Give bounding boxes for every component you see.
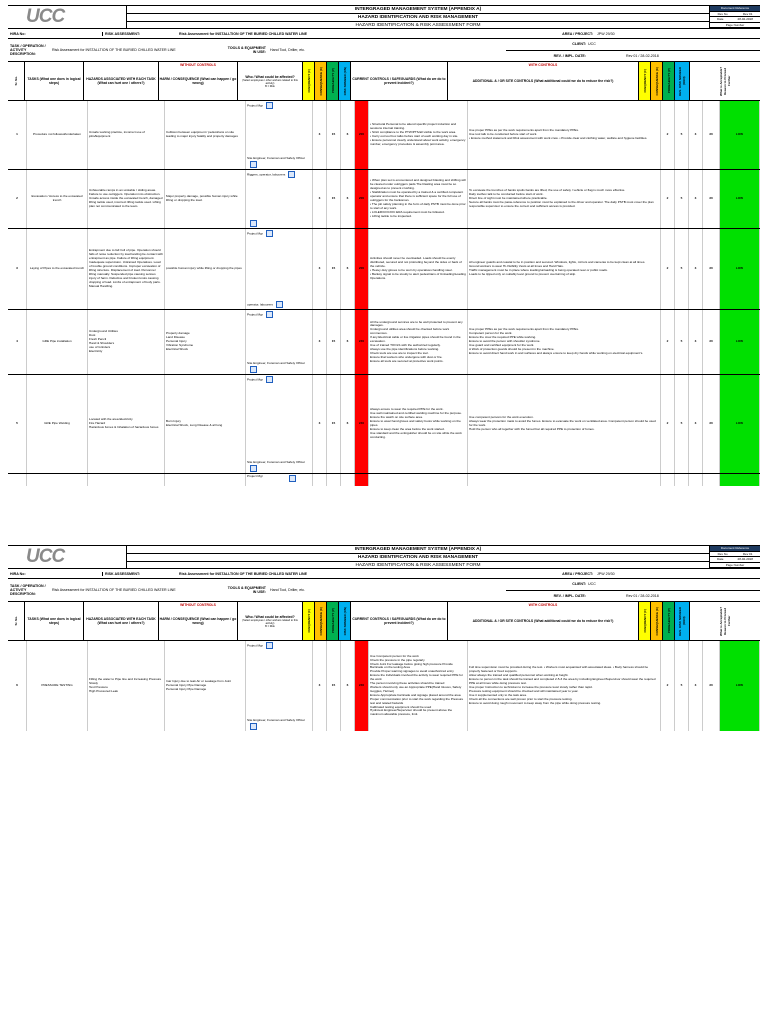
row-current-controls: • Structural Personal to be attend specific project induction and sessions internal training. • Strict compliance to the PTW/PTS/all visible to the work area. • Carry out tool box talks before start of each working day in site. • Ensure personnel clearly understand about work activity, emergency number, emergency procedure & assembly point area. xyxy=(369,101,468,169)
row-risk-number: 200 xyxy=(355,101,369,169)
header-titles xyxy=(127,6,709,28)
row-task: Excavation / Access to the excavated trench xyxy=(27,170,88,228)
checkbox-icon[interactable] xyxy=(266,102,273,109)
row-task: Laying of Pipes to the excavated trench xyxy=(27,229,88,309)
col-additional: WITH CONTROLS ADDITIONAL & / OR SITE CONTROLS (What additional could we do to reduce the risk?) xyxy=(448,602,639,640)
col-hazards: HAZARDS ASSOCIATED WITH EACH TASK (What can hurt one / others?) xyxy=(84,602,159,640)
row-risk-number: 200 xyxy=(355,170,369,228)
document-reference xyxy=(709,6,760,28)
risk-table-page-2 xyxy=(8,640,760,731)
who-label: Project Mgr xyxy=(247,643,263,648)
row-current-controls: Always ensure to wear the required PPE for the work. Use well maintained and certified welding machine for the purpose. Ensure fire watch on site surface area. Ensure to wear hand gloves and safety boots while working on the pipes. Ensure to keep clean the area before the work started. Use standard and the extinguisher should be on site while the work conducting. xyxy=(369,375,468,473)
row-harm: Property damage Land Disease Personal Injury Vibration Syndrome Electrical Shock xyxy=(165,310,246,374)
row-probability: 6 xyxy=(341,101,355,169)
rev-row xyxy=(506,50,760,62)
row-res-probability: 3 xyxy=(689,101,703,169)
sheet-page-2 xyxy=(8,545,760,725)
row-hazard: Underground Utilities Dust Fresh Pencil Hand & Shoulders use of Grinders Electricity xyxy=(88,310,165,374)
checkbox-icon[interactable] xyxy=(266,376,273,383)
checkbox-icon[interactable] xyxy=(266,642,273,649)
row-sno: 2 xyxy=(8,170,27,228)
row-res-frequency: 2 xyxy=(661,641,675,731)
col-tasks: TASKS (What one does in logical steps) xyxy=(25,62,84,100)
doc-ref-page: Page Number xyxy=(710,563,760,569)
checkbox-icon[interactable] xyxy=(250,366,257,373)
col-frequency: FREQUENCY (F) xyxy=(303,62,315,100)
logo-text: UCC xyxy=(26,6,65,27)
row-sno: 5 xyxy=(8,375,27,473)
meta-row-1 xyxy=(8,568,760,578)
form-header xyxy=(8,5,760,28)
row-task: PRESSURE TESTING xyxy=(27,641,88,731)
row-who xyxy=(246,170,313,228)
rev-value: Rev 01 / 28-02-2018 xyxy=(626,594,659,598)
risk-label: RISK ASSESSMENT: xyxy=(102,572,177,576)
task-label: TASK / OPERATION / ACTIVITY DESCRIPTION: xyxy=(10,44,46,56)
who-label-2: Site Engineer, Foreman and Safety Officer xyxy=(247,156,306,161)
risk-bar xyxy=(355,474,369,486)
row-hazard: Filling the water to Pipe line and Increasing Pressure Slowly Test Pressure High Pressured Leak xyxy=(88,641,165,731)
who-label-2: Site Engineer, Foreman and Safety Officer xyxy=(247,718,306,723)
col-current-controls: CURRENT CONTROLS / SAFEGUARDS (What do we do to prevent incident?) xyxy=(351,62,448,100)
row-res-frequency: 2 xyxy=(661,375,675,473)
header-title-1: INTERGRAGED MANAGEMENT SYSTEM (APPENDIX A) xyxy=(127,546,709,554)
row-additional-controls: All engineer guards and coastal to be in position and secured. Windows, lights, mirrors and cameras to be kept clean at all times. Ground workers to wear Hi-Visibility Vests at all times and Hard Hats. Traffic management must be in place where loading/unloading is being operated near or public roads. Loads to be tipped only on suitably level ground to prevent overturning of skip. xyxy=(468,229,661,309)
doc-ref-date: Date 28-02-2018 xyxy=(710,17,760,23)
col-sno: Sr. No. xyxy=(8,62,25,100)
checkbox-icon[interactable] xyxy=(250,465,257,472)
row-res-consequence: 5 xyxy=(675,229,689,309)
table-row-trailing xyxy=(8,473,760,486)
row-res-probability: 3 xyxy=(689,229,703,309)
hira-label: HIRA No: xyxy=(10,31,26,36)
row-sno: 3 xyxy=(8,229,27,309)
without-controls-label: WITHOUT CONTROLS xyxy=(180,63,216,67)
row-res-probability: 3 xyxy=(689,170,703,228)
col-acceptable: What is Acceptable? Reason to Proceed Further xyxy=(719,66,731,96)
table-row xyxy=(8,309,760,374)
row-res-frequency: 2 xyxy=(661,101,675,169)
hira-label: HIRA No: xyxy=(10,571,26,576)
row-task: GRE Pipe installation xyxy=(27,310,88,374)
tools-label: TOOLS & EQUIPMENT IN USE: xyxy=(227,46,266,54)
form-header-2 xyxy=(8,545,760,568)
who-label: Project Mgr xyxy=(247,377,263,382)
checkbox-icon[interactable] xyxy=(250,723,257,730)
row-res-rn: 30 xyxy=(703,310,720,374)
row-additional-controls: Full time supervision must be provided during the test. • Workers must acquainted with associated ideas. • Body harness should be properly fastened or fixed supports. Allow always the trained and qualified personnel when working at height. Ensure no person in the task should be trained and completed 2-5-3 the area by including Engineer/Supervisor should wear the required PPE at all times while doing pressure test. Use proper Instruction to technician to increase the pressure level slowly rather than rapid. Pressure testing equipment should be checked and will maintained year to year. Use it supplemented only to the task area. Check all the connections are well proven prior to start the pressure testing. Ensure to avoid doing rough movement to keep away from the pipe while doing pressure testing. xyxy=(468,641,661,731)
rev-label: REV. / IMPL. DATE: xyxy=(553,54,586,58)
row-who xyxy=(246,229,313,309)
sheet-page-1 xyxy=(8,5,760,493)
row-sno: 1 xyxy=(8,101,27,169)
risk-table-page-1 xyxy=(8,100,760,473)
logo xyxy=(8,546,127,568)
client-label: CLIENT: xyxy=(572,582,586,586)
meta-row-2 xyxy=(8,578,760,601)
row-current-controls: • When plan set is encountered and designed blasting and shifting will be cleared under outriggers pads.The blasting area must be so designed as to prevent crushing. • Stabilization must be operated by a trained & a certified competent operator and ensure that there is sufficient space for the full use of outriggers for the banksman. • The job safety planning in the form of daily PSTB must be done prior to start of any work. • LOLER/COC/OC ERA requirement must be followed. • Lifting tackle to be inspected. xyxy=(369,170,468,228)
row-additional-controls: To excavate the trenches of banks spoils banks are lifted, the use of safety / vehicle or flag is much more effective. Daily toolbox talk to be conducted before start of work. Direct line of sight must be maintained where practicable. Secure all banks must be paste-reference to position must be explained to the driver and operator. The daily PSTB must cover the plan responsible supervisor to ensure the correct and sufficient access is provided. xyxy=(468,170,661,228)
row-res-consequence: 5 xyxy=(675,641,689,731)
row-risk-number: 240 xyxy=(355,641,369,731)
who-label: Project Mgr xyxy=(247,231,263,236)
tools-label: TOOLS & EQUIPMENT IN USE: xyxy=(227,586,266,594)
doc-ref-rev: Rev No Rev 01 xyxy=(710,552,760,558)
table-row xyxy=(8,228,760,309)
row-additional-controls: Use proper PPEs as per the work requirements apart from the mandatory PPEs. Competent person for the work. Ensure the crew the required PPE while working. Ensure to avoid the person with shoulder syndrome. Use guard and certified equipment for the work. A Work of protection guards should be present in the machine. Ensure to avoid direct hand work in and surfaces and always ensure to keep dry hands while working on electrical equipment's. xyxy=(468,310,661,374)
col-risk-number: RISK NUMBER (RN) xyxy=(339,62,351,100)
area-label: AREA / PROJECT: xyxy=(562,571,593,576)
row-res-frequency: 2 xyxy=(661,229,675,309)
row-harm: Inar Injury due to leak Air or Leakage from Joint Personal Injury Pipe Damage Personal Injury Pipe Damage xyxy=(165,641,246,731)
tools-value: Hand Tool, Driller, etc. xyxy=(270,588,306,592)
col-who: Who / What could be affected? (Select employees / other workers related to this activity) B = Risk xyxy=(238,62,303,100)
row-consequence: 15 xyxy=(327,229,341,309)
who-label: Project Mgr xyxy=(247,312,263,317)
checkbox-icon[interactable] xyxy=(250,161,257,168)
header-title-3: HAZARD IDENTIFICATION & RISK ASSESSMENT FORM xyxy=(355,23,481,28)
risk-label: RISK ASSESSMENT: xyxy=(102,32,177,36)
who-label-2: operator, labourers xyxy=(247,302,273,307)
row-res-frequency: 2 xyxy=(661,310,675,374)
row-probability: 6 xyxy=(341,641,355,731)
row-sno: 6 xyxy=(8,641,27,731)
row-res-probability: 3 xyxy=(689,641,703,731)
client-value: UCC xyxy=(588,42,596,46)
table-row xyxy=(8,100,760,169)
row-probability: 6 xyxy=(341,375,355,473)
row-frequency: 3 xyxy=(313,375,327,473)
row-consequence: 15 xyxy=(327,641,341,731)
row-consequence: 15 xyxy=(327,170,341,228)
row-harm: Burn Injury Electrical Shock, Lung Disease & all lung xyxy=(165,375,246,473)
column-header xyxy=(8,601,760,640)
row-res-frequency: 2 xyxy=(661,170,675,228)
table-row xyxy=(8,640,760,731)
col-harm: WITHOUT CONTROLS HARM / CONSEQUENCE (What can happen / go wrong) xyxy=(159,602,238,640)
col-frequency: FREQUENCY (F) xyxy=(303,602,315,640)
who-label-2: Site Engineer, Foreman and Safety Officer xyxy=(247,460,306,465)
doc-ref-title: Document Reference xyxy=(710,6,760,12)
area-label: AREA / PROJECT: xyxy=(562,31,593,36)
acceptable-bar xyxy=(720,474,760,486)
with-controls-label: WITH CONTROLS xyxy=(528,63,558,67)
row-task: Procedure not followed/undertaken xyxy=(27,101,88,169)
col-res-frequency: FREQUENCY (F) xyxy=(639,62,651,100)
row-hazard: Unfavorable ramps in an unstable / sliding areas. Failure to use outriggers. Operation into obstruction. Unsafe access inside the excavated trench, damaged lifting tackle used, incorrect lifting tackle used. Lifting plan not communicated to the team. xyxy=(88,170,165,228)
header-title-1: INTERGRAGED MANAGEMENT SYSTEM (APPENDIX A) xyxy=(127,6,709,14)
col-risk-number: RISK NUMBER (RN) xyxy=(339,602,351,640)
row-res-rn: 30 xyxy=(703,229,720,309)
area-value: JPW 29/30 xyxy=(597,31,615,36)
checkbox-icon[interactable] xyxy=(266,230,273,237)
row-hazard: Unsafe working practice, incorrect use of jobs/Equipment xyxy=(88,101,165,169)
meta-row-1 xyxy=(8,28,760,38)
row-probability: 6 xyxy=(341,229,355,309)
row-consequence: 15 xyxy=(327,310,341,374)
without-controls-label: WITHOUT CONTROLS xyxy=(180,603,216,607)
client-value: UCC xyxy=(588,582,596,586)
row-current-controls: All the underground services are to be well protected to prevent any damages. Underground utilities area should be checked before work commences. If any Electrical cable or live irrigation pipes should be found in the excavation. Use of trained TOOLS with the authorized regularly. Always use the pipe identifications before working. Check tools are use are to inspect the tool. Ensure that workers who undergone with dust or fire. Ensure all tools are secured at protective work points. xyxy=(369,310,468,374)
area-value: JPW 29/30 xyxy=(597,571,615,576)
task-value: Risk Assessment for INSTALLTION OF THE BURIED CHILLED WATER LINE xyxy=(52,588,176,592)
col-res-rn: RES. RISK NUMBER (RRN) xyxy=(675,62,690,100)
row-acceptable: LOW xyxy=(720,310,760,374)
row-res-rn: 30 xyxy=(703,375,720,473)
document-reference xyxy=(709,546,760,568)
row-harm: possible human injury while lifting or dropping the pipes xyxy=(165,229,246,309)
checkbox-icon[interactable] xyxy=(266,311,273,318)
client-row xyxy=(506,39,760,50)
who-label-2: Site Engineer, Foreman and Safety Officer xyxy=(247,361,306,366)
row-current-controls: Activities should never be overloaded. Loads should be evenly distributed, secured and not protruding beyond the sides or back of the vehicle. • Heavy duty gloves to be worn by operatives handling steel. • Banksy signal to be stoutly to alert pedestrians of Unloading/Loading Operations. xyxy=(369,229,468,309)
row-res-consequence: 5 xyxy=(675,101,689,169)
checkbox-icon[interactable] xyxy=(276,301,283,308)
logo-text: UCC xyxy=(26,546,65,567)
col-tasks: TASKS (What one does in logical steps) xyxy=(25,602,84,640)
doc-ref-page: Page Number xyxy=(710,23,760,29)
row-frequency: 3 xyxy=(313,310,327,374)
row-harm: Major property damage, possible human injury while lifting or dropping the load. xyxy=(165,170,246,228)
col-probability: PROBABILITY (P) xyxy=(327,602,339,640)
row-frequency: 3 xyxy=(313,101,327,169)
row-acceptable: LOW xyxy=(720,375,760,473)
row-risk-number: 240 xyxy=(355,375,369,473)
col-hazards: HAZARDS ASSOCIATED WITH EACH TASK (What can hurt one / others?) xyxy=(84,62,159,100)
row-current-controls: Use Competent person for the work Check the pressure in the pipe regularly Check Joint For leakage before giving high pressure Provide Barricade on the testing Area Provide Proper warning signages to avoid unauthorized entry Ensure the Individuals involved the activity to wear required PPE for the work The person involving these activities should be trained Workers should only use an Appropriate PPE(Hand Gloves, Safety Goggles, Helmet) Ensure Appropriate barricade and signage placed around the area Proper communication prior to start the work regarding the Pressure test and related hazards Calibrated testing equipment should be used Hydrotest Engineer/Supervisor should be present above the maximum allowable pressure, limit. xyxy=(369,641,468,731)
col-res-probability: PROBABILITY (P) xyxy=(663,62,675,100)
logo xyxy=(8,6,127,28)
col-consequence: CONSEQUENCE (C) xyxy=(315,602,327,640)
row-consequence: 15 xyxy=(327,375,341,473)
row-res-probability: 3 xyxy=(689,310,703,374)
row-frequency: 3 xyxy=(313,641,327,731)
doc-ref-title: Document Reference xyxy=(710,546,760,552)
with-controls-label: WITH CONTROLS xyxy=(528,603,558,607)
col-sno: Sr. No. xyxy=(8,602,25,640)
row-probability: 6 xyxy=(341,310,355,374)
row-res-rn: 30 xyxy=(703,101,720,169)
row-res-rn: 30 xyxy=(703,170,720,228)
row-res-rn: 30 xyxy=(703,641,720,731)
header-title-3: HAZARD IDENTIFICATION & RISK ASSESSMENT FORM xyxy=(355,563,481,568)
row-additional-controls: Use competent persons for the work execution. Always wear the protection mask to avoid the fumes. Ensure to evacuate the work on ventilated area. Competent person should be used for the work. Hold the person who all together with the fumed bar all required PPE to protection of fumes. xyxy=(468,375,661,473)
row-acceptable: LOW xyxy=(720,170,760,228)
doc-ref-rev: Rev No Rev 01 xyxy=(710,12,760,18)
col-res-consequence: CONSEQUENCE (C) xyxy=(651,62,663,100)
col-consequence: CONSEQUENCE (C) xyxy=(315,62,327,100)
row-who xyxy=(246,641,313,731)
col-current-controls: CURRENT CONTROLS / SAFEGUARDS (What do we do to prevent incident?) xyxy=(351,602,448,640)
task-value: Risk Assessment for INSTALLTION OF THE BURIED CHILLED WATER LINE xyxy=(52,48,176,52)
checkbox-icon[interactable] xyxy=(288,171,295,178)
checkbox-icon[interactable] xyxy=(250,220,257,227)
header-title-2: HAZARD IDENTIFICATION AND RISK MANAGEMENT xyxy=(127,554,709,562)
client-label: CLIENT: xyxy=(572,42,586,46)
col-additional: WITH CONTROLS ADDITIONAL & / OR SITE CONTROLS (What additional could we do to reduce the risk?) xyxy=(448,62,639,100)
meta-row-2 xyxy=(8,38,760,61)
row-additional-controls: Use proper PPEs as per the work requirements apart from the mandatory PPEs. Use tool talk to be conducted before start of work. • Ensure method statement and Risk assessment with work crew. • Provide clear and clothing water, welfare and hygiene facilities. xyxy=(468,101,661,169)
col-probability: PROBABILITY (P) xyxy=(327,62,339,100)
row-probability: 6 xyxy=(341,170,355,228)
row-res-probability: 3 xyxy=(689,375,703,473)
client-rev-block xyxy=(506,39,760,62)
header-title-2: HAZARD IDENTIFICATION AND RISK MANAGEMENT xyxy=(127,14,709,22)
row-risk-number: 240 xyxy=(355,310,369,374)
row-hazard: Located with the area Electricity Fire Hazard Hazardous fumes & Inhalation of hazardous fumes xyxy=(88,375,165,473)
row-acceptable: LOW xyxy=(720,641,760,731)
row-risk-number: 200 xyxy=(355,229,369,309)
rev-row xyxy=(506,590,760,602)
row-acceptable: LOW xyxy=(720,229,760,309)
row-frequency: 3 xyxy=(313,229,327,309)
row-who xyxy=(246,310,313,374)
who-label: Riggers, operator, labourers xyxy=(247,172,286,177)
row-harm: Collision between equipment / pedestrians on site leading to major injury fatality and property damages xyxy=(165,101,246,169)
row-sno: 4 xyxy=(8,310,27,374)
col-harm: WITHOUT CONTROLS HARM / CONSEQUENCE (What can happen / go wrong) xyxy=(159,62,238,100)
col-who: Who / What could be affected? (Select employees / other workers related to this activity) B = Risk xyxy=(238,602,303,640)
row-res-consequence: 5 xyxy=(675,310,689,374)
row-frequency: 3 xyxy=(313,170,327,228)
col-res-frequency: FREQUENCY (F) xyxy=(639,602,651,640)
who-label: Project Mgr xyxy=(247,474,263,478)
risk-value: Risk Assessment for INSTALLTION OF THE BURIED CHILLED WATER LINE xyxy=(179,571,308,576)
table-row xyxy=(8,169,760,228)
doc-ref-date: Date 28-02-2018 xyxy=(710,557,760,563)
row-res-consequence: 5 xyxy=(675,375,689,473)
column-header xyxy=(8,61,760,100)
risk-value: Risk Assessment for INSTALLTION OF THE BURIED CHILLED WATER LINE xyxy=(179,31,308,36)
row-task: GRE Pipe Welding xyxy=(27,375,88,473)
row-who xyxy=(246,375,313,473)
col-res-rn: RES. RISK NUMBER (RRN) xyxy=(675,602,690,640)
col-res-consequence: CONSEQUENCE (C) xyxy=(651,602,663,640)
row-hazard: Entrapment due to fall /roll of pipe. Operation should falls of noise reduction by load landing be contact with entrapment as pipe. Failure of lifting equipment. Inadequate supervision. Untrained Operatives. Load of trouble ground conditions. Improper excavation of lifting structure. Displacement of load. Personnel lifting manually. Suspended pipe causing serious injury of harm. Defective and broken knots causing dropping of load. Limbs of entrapment of body parts. Manual Handling. xyxy=(88,229,165,309)
tools-value: Hand Tool, Driller, etc. xyxy=(270,48,306,52)
who-label: Project Mgr xyxy=(247,103,263,108)
checkbox-icon[interactable] xyxy=(289,475,296,482)
row-acceptable: LOW xyxy=(720,101,760,169)
row-who xyxy=(246,101,313,169)
col-res-probability: PROBABILITY (P) xyxy=(663,602,675,640)
table-row xyxy=(8,374,760,473)
client-row xyxy=(506,579,760,590)
rev-value: Rev 01 / 28-02-2018 xyxy=(626,54,659,58)
col-acceptable: What is Acceptable? Reason to Proceed Further xyxy=(719,606,731,636)
rev-label: REV. / IMPL. DATE: xyxy=(553,594,586,598)
row-res-consequence: 5 xyxy=(675,170,689,228)
task-label: TASK / OPERATION / ACTIVITY DESCRIPTION: xyxy=(10,584,46,596)
header-titles xyxy=(127,546,709,568)
client-rev-block xyxy=(506,579,760,602)
row-consequence: 15 xyxy=(327,101,341,169)
